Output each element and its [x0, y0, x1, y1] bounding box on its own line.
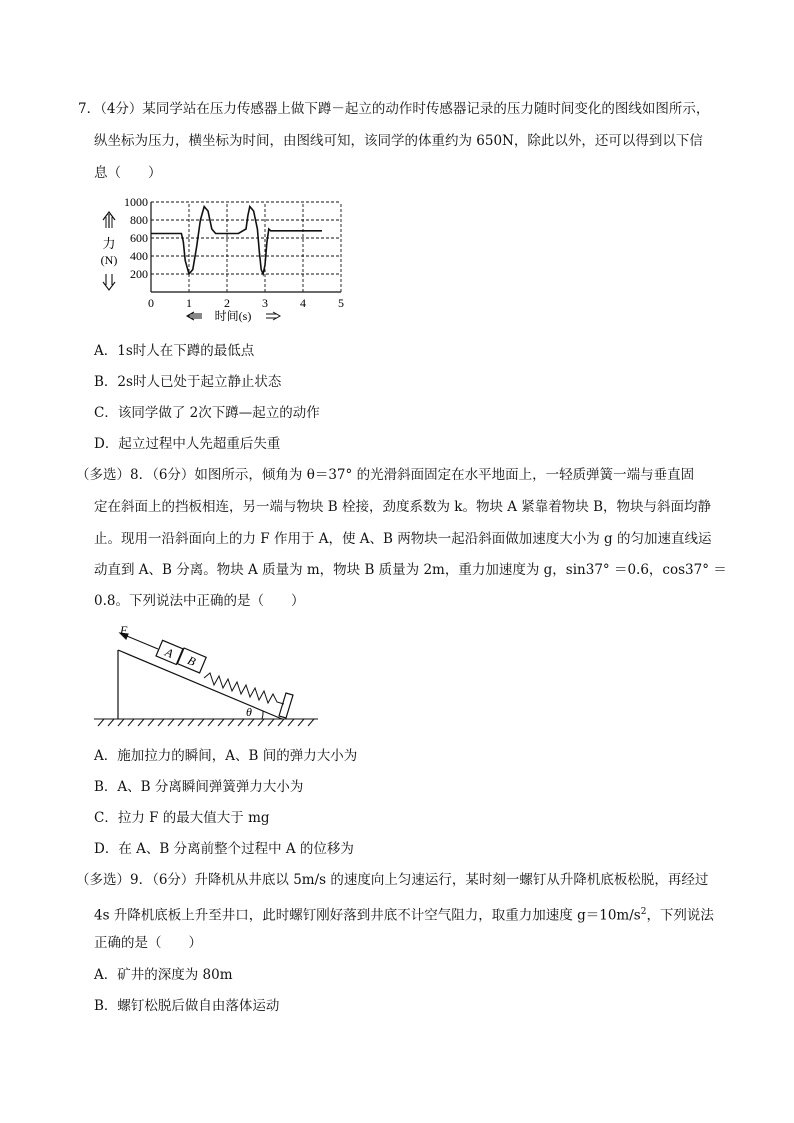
svg-text:力: 力	[102, 236, 116, 251]
q7-force-time-chart	[90, 192, 360, 330]
y-tick-label: 600	[130, 231, 148, 245]
down-arrow-icon	[103, 274, 115, 290]
q9-option-b: B．螺钉松脱后做自由落体运动	[94, 998, 280, 1014]
q8-stem-line-1: （多选）8．（6分）如图所示，倾角为 θ＝37° 的光滑斜面固定在水平地面上，一轻质弹簧一端与垂直固	[76, 467, 695, 483]
q7-option-c: C．该同学做了 2次下蹲—起立的动作	[94, 405, 320, 421]
chart-grid	[151, 202, 341, 292]
y-axis-label	[101, 212, 118, 290]
x-tick-label: 3	[262, 296, 268, 310]
q7-option-a: A．1s时人在下蹲的最低点	[94, 343, 255, 359]
q8-option-c: C．拉力 F 的最大值大于 mg	[94, 810, 270, 826]
x-tick-label: 0	[148, 296, 154, 310]
q9-stem-line-2: 4s 升降机底板上升至井口，此时螺钉刚好落到井底不计空气阻力，取重力加速度 $g=10m/s^2$，下列说法	[94, 907, 714, 924]
y-tick-label: 1000	[124, 195, 148, 209]
chart-ticks	[124, 195, 344, 310]
q9-stem-line-3: 正确的是（ ）	[94, 935, 202, 951]
up-arrow-icon	[103, 212, 115, 228]
force-curve	[151, 207, 322, 275]
svg-text:F: F	[120, 623, 128, 637]
y-tick-label: 200	[130, 267, 148, 281]
baffle-plate	[279, 693, 293, 718]
svg-text:A: A	[163, 644, 176, 661]
q8-incline-diagram	[90, 618, 325, 733]
q7-stem-line-3: 息（ ）	[94, 165, 162, 181]
y-tick-label: 400	[130, 249, 148, 263]
angle-arc	[262, 711, 263, 719]
x-tick-label: 2	[224, 296, 230, 310]
svg-text:θ: θ	[246, 705, 252, 719]
q7-option-d: D．起立过程中人先超重后失重	[94, 436, 281, 452]
q8-option-b: B．A、B 分离瞬间弹簧弹力大小为	[94, 779, 304, 795]
q9-stem-line-1: （多选）9．（6分）升降机从井底以 5m/s 的速度向上匀速运行，某时刻一螺钉从升降机底板松脱，再经过	[76, 872, 709, 888]
q7-stem-line-2: 纵坐标为压力，横坐标为时间，由图线可知，该同学的体重约为 650N，除此以外，还可以得到以下信	[94, 133, 703, 149]
q9-option-a: A．矿井的深度为 80m	[94, 967, 233, 983]
x-tick-label: 4	[300, 296, 306, 310]
right-arrow-icon	[266, 312, 280, 320]
svg-text:B: B	[185, 653, 198, 669]
q8-option-d: D．在 A、B 分离前整个过程中 A 的位移为	[94, 841, 354, 857]
spring	[204, 673, 284, 704]
y-tick-label: 800	[130, 213, 148, 227]
q8-option-a: A．施加拉力的瞬间，A、B 间的弹力大小为	[94, 748, 358, 764]
svg-text:时间(s): 时间(s)	[214, 309, 252, 323]
q8-stem-line-3: 止。现用一沿斜面向上的力 F 作用于 A，使 A、B 两物块一起沿斜面做加速度大小为 g 的匀加速直线运	[94, 531, 712, 547]
q7-option-b: B．2s时人已处于起立静止状态	[94, 374, 282, 390]
svg-text:(N): (N)	[100, 253, 118, 267]
left-arrow-icon	[187, 312, 202, 320]
q8-stem-line-5: 0.8。下列说法中正确的是（ ）	[94, 593, 305, 609]
q8-stem-line-2: 定在斜面上的挡板相连，另一端与物块 B 栓接，劲度系数为 k。物块 A 紧靠着物块 B，物块与斜面均静	[94, 499, 712, 515]
ground	[94, 719, 318, 726]
x-tick-label: 1	[186, 296, 192, 310]
x-tick-label: 5	[338, 296, 344, 310]
x-axis-label	[187, 308, 280, 323]
q8-stem-line-4: 动直到 A、B 分离。物块 A 质量为 m，物块 B 质量为 2m，重力加速度为 g，sin37° ＝0.6，cos37° ＝	[94, 562, 727, 578]
q7-stem-line-1: 7．（4分）某同学站在压力传感器上做下蹲－起立的动作时传感器记录的压力随时间变化的图线如图所示，	[78, 101, 710, 117]
